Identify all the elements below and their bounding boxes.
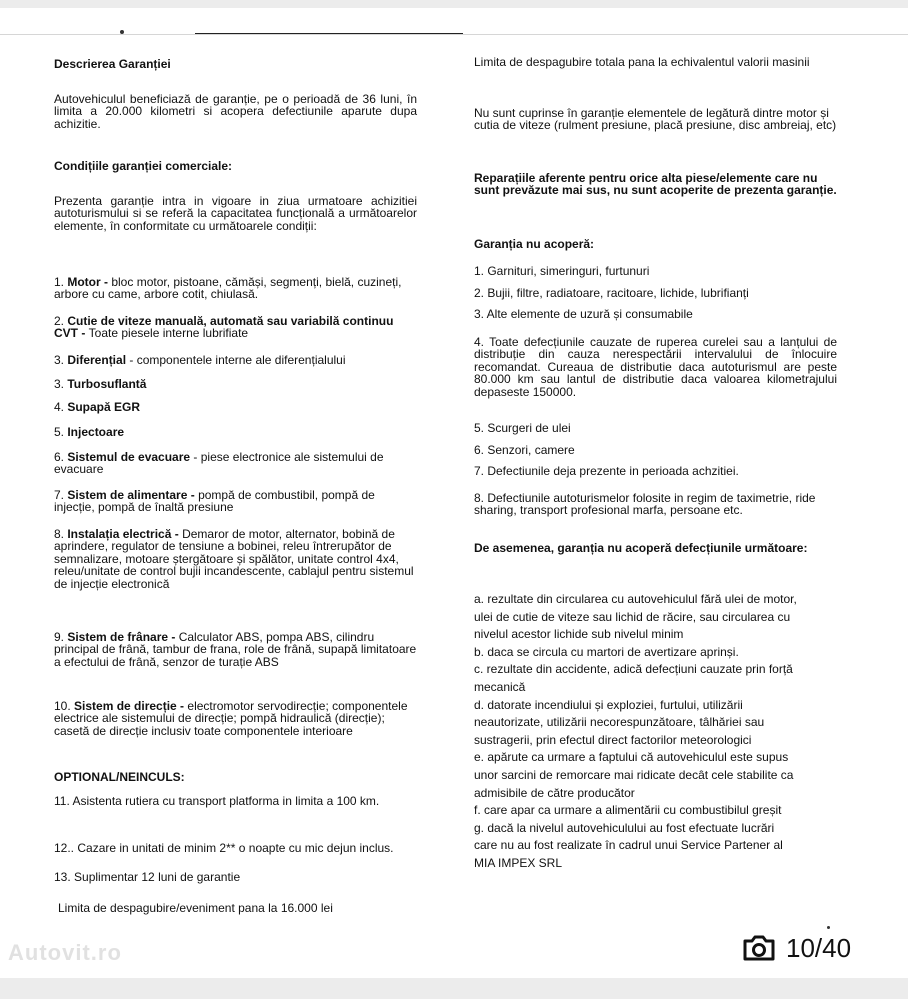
item-6: 6. Sistemul de evacuare - piese electronice ale sistemului de evacuare [54,450,384,477]
optional-13: 13. Suplimentar 12 luni de garantie [54,870,241,884]
also-not-cover-line: g. dacă la nivelul autovehiculului au fost efectuate lucrări [474,820,775,835]
not-cover-3: 3. Alte elemente de uzură și consumabile [474,307,693,321]
optional-11: 11. Asistenta rutiera cu transport platforma in limita a 100 km. [54,794,380,808]
document-page [0,8,908,986]
heading-not-cover: Garanția nu acoperă: [474,237,595,251]
stray-mark [120,30,124,34]
watermark-logo: Autovit.ro [8,940,122,965]
item-3: 3. Diferențial - componentele interne ale diferențialului [54,353,346,367]
heading-optional: OPTIONAL/NEINCULS: [54,770,185,784]
heading-conditions: Condițiile garanției comerciale: [54,159,233,173]
also-not-cover-line: d. datorate incendiului și exploziei, furtului, utilizării [474,697,743,712]
stray-mark-2 [827,926,830,929]
also-not-cover-line: admisibile de către producător [474,785,635,800]
also-not-cover-line: nivelul acestor lichide sub nivelul minim [474,627,684,642]
limit-per-event: Limita de despagubire/eveniment pana la 16.000 lei [58,901,333,915]
camera-icon [742,934,776,962]
item-7: 7. Sistem de alimentare - pompă de combustibil, pompă de injecție, pompă de înaltă presiune [54,488,375,515]
repairs-not-covered: Reparațiile aferente pentru orice alta piese/elemente care nu sunt prevăzute mai sus, nu sunt acoperite de prezenta garanție. [474,171,837,198]
also-not-cover-line: MIA IMPEX SRL [474,856,563,870]
also-not-cover-line: mecanică [474,680,526,694]
photo-counter-text: 10/40 [786,932,852,963]
also-not-cover-line: ulei de cutie de viteze sau lichid de răcire, sau circularea cu [474,609,791,624]
also-not-cover-line: unor sarcini de remorcare mai ridicate decât cele stabilite ca [474,768,794,782]
bottom-edge [0,978,908,999]
not-cover-6: 6. Senzori, camere [474,443,575,457]
also-not-cover-line: b. daca se circula cu martori de avertizare aprinși. [474,644,739,659]
also-not-cover-line: a. rezultate din circularea cu autovehiculul fără ulei de motor, [474,592,797,606]
item-8: 8. Instalația electrică - Demaror de motor, alternator, bobină de aprindere, regulator de tensiune a bobinei, releu întrerupător de semnalizare, motoare ștergătoare și spălător, unitate control 4x4, releu/unitate de control bujii incandescente, cablajul pentru sistemul de injecție electronică [54,527,414,591]
conditions-text: Prezenta garanție intra in vigoare in ziua urmatoare achizitiei autoturismului si se referă la capacitatea funcțională a următoarelor elemente, în conformitate cu următoarele condiții: [54,194,417,233]
not-cover-7: 7. Defectiunile deja prezente in perioada achzitiei. [474,464,739,478]
item-2: 2. Cutie de viteze manuală, automată sau variabilă continuu CVT - Toate piesele interne lubrifiate [54,314,394,341]
also-not-cover-line: f. care apar ca urmare a alimentării cu combustibilul greșit [474,803,782,818]
item-1: 1. Motor - bloc motor, pistoane, cămăși, segmenți, bielă, cuzineți, arbore cu came, arbore cotit, chiulasă. [54,275,402,302]
also-not-cover-line: c. rezultate din accidente, adică defecțiuni cauzate prin forță [474,662,793,677]
item-3b: 3. Turbosuflantă [54,377,147,391]
item-10: 10. Sistem de direcție - electromotor servodirecție; componentele electrice ale sistemului de direcție; pompă hidraulică (direcție); casetă de direcție inclusiv toate componentele interioare [54,699,408,738]
not-cover-1: 1. Garnituri, simeringuri, furtunuri [474,264,650,278]
signature-rule [195,33,463,34]
not-cover-2: 2. Bujii, filtre, radiatoare, racitoare, lichide, lubrifianți [474,286,749,300]
item-5: 5. Injectoare [54,425,125,439]
warranty-description-text: Autovehiculul beneficiază de garanție, pe o perioadă de 36 luni, în limita a 20.000 kilometri si acopera defectiunile aparute dupa achizitie. [54,92,417,131]
also-not-cover-line: neautorizate, utilizării necorespunzătoare, tâlhăriei sau [474,715,765,730]
optional-12: 12.. Cazare in unitati de minim 2** o noapte cu mic dejun inclus. [54,841,394,855]
not-cover-5: 5. Scurgeri de ulei [474,421,571,435]
also-not-cover-line: care nu au fost realizate în cadrul unui Service Partener al [474,838,783,853]
not-cover-8: 8. Defectiunile autoturismelor folosite in regim de taximetrie, ride sharing, transport profesional marfa, persoane etc. [474,491,816,518]
item-4: 4. Supapă EGR [54,400,141,414]
heading-also-not-cover: De asemenea, garanția nu acoperă defecțiunile următoare: [474,541,808,555]
page-top-edge [0,8,908,35]
limit-total: Limita de despagubire totala pana la echivalentul valorii masinii [474,55,810,69]
not-included-text: Nu sunt cuprinse în garanție elementele de legătură dintre motor și cutia de viteze (rulment presiune, placă presiune, disc ambreiaj, etc) [474,106,837,133]
photo-counter[interactable] [742,930,851,966]
also-not-cover-line: sustragerii, prin efectul direct factorilor meteorologici [474,732,752,747]
heading-warranty-description: Descrierea Garanției [54,57,171,71]
also-not-cover-line: e. apărute ca urmare a faptului că autovehiculul este supus [474,750,789,765]
not-cover-4: 4. Toate defecțiunile cauzate de ruperea curelei sau a lanțului de distribuție din cauza nerespectării intervalului de înlocuire recomandat. Cureaua de distributie daca autoturismul are peste 80.000 km sau lantul de distributie daca valoarea kilometrajului depaseste 150000. [474,335,837,399]
item-9: 9. Sistem de frânare - Calculator ABS, pompa ABS, cilindru principal de frână, tambur de frana, role de frână, supapă limitatoare a efectului de frână, senzor de turație ABS [54,630,417,669]
